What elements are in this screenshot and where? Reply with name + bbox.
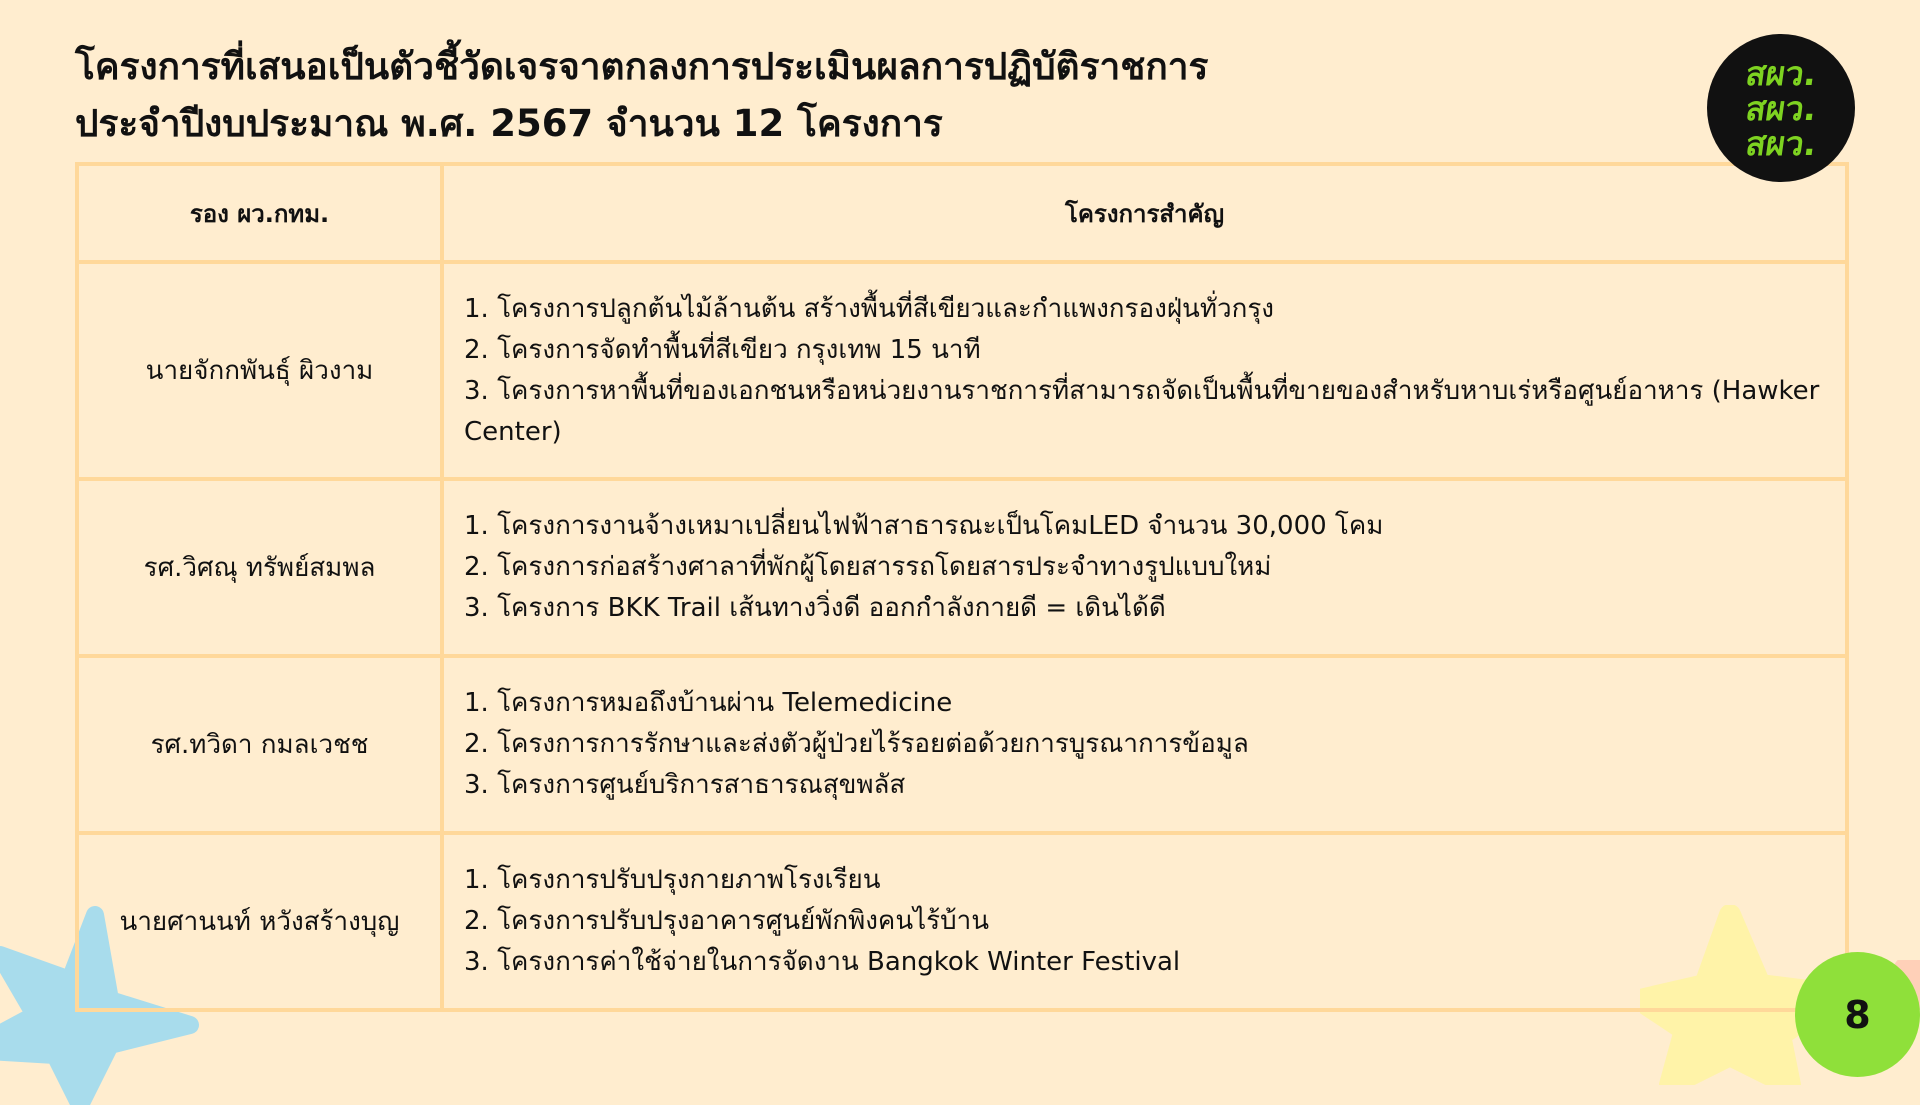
- slide-title-line-1: โครงการที่เสนอเป็นตัวชี้วัดเจรจาตกลงการประเมินผลการปฏิบัติราชการ: [75, 45, 1209, 88]
- project-item: 3. โครงการศูนย์บริการสาธารณสุขพลัส: [464, 770, 906, 800]
- project-list: [442, 479, 1847, 656]
- project-item: 1. โครงการงานจ้างเหมาเปลี่ยนไฟฟ้าสาธารณะเป็นโคมLED จำนวน 30,000 โคม: [464, 511, 1384, 541]
- logo-badge: [1707, 34, 1855, 182]
- deputy-name: นายจักกพันธุ์ ผิวงาม: [77, 262, 442, 479]
- project-list: [442, 656, 1847, 833]
- project-list: [442, 833, 1847, 1010]
- page-number: 8: [1844, 992, 1871, 1037]
- deputy-name: นายศานนท์ หวังสร้างบุญ: [77, 833, 442, 1010]
- table-row: [77, 656, 1847, 833]
- slide-title: [75, 38, 1635, 152]
- project-item: 2. โครงการก่อสร้างศาลาที่พักผู้โดยสารรถโดยสารประจำทางรูปแบบใหม่: [464, 552, 1272, 582]
- page-number-badge: [1795, 952, 1920, 1077]
- table-row: [77, 479, 1847, 656]
- table-row: [77, 262, 1847, 479]
- table-header-row: [77, 164, 1847, 262]
- header-deputy: รอง ผว.กทม.: [77, 164, 442, 262]
- project-item: 3. โครงการ BKK Trail เส้นทางวิ่งดี ออกกำลังกายดี = เดินได้ดี: [464, 593, 1166, 623]
- header-projects: โครงการสำคัญ: [442, 164, 1847, 262]
- logo-text-line-1: สผว.: [1742, 53, 1820, 93]
- project-item: 1. โครงการปรับปรุงกายภาพโรงเรียน: [464, 865, 881, 895]
- project-item: 2. โครงการการรักษาและส่งตัวผู้ป่วยไร้รอยต่อด้วยการบูรณาการข้อมูล: [464, 729, 1249, 759]
- project-item: 2. โครงการปรับปรุงอาคารศูนย์พักพิงคนไร้บ้าน: [464, 906, 990, 936]
- project-item: 3. โครงการหาพื้นที่ของเอกชนหรือหน่วยงานราชการที่สามารถจัดเป็นพื้นที่ขายของสำหรับหาบเร่หรือศูนย์อาหาร (Hawker Center): [464, 375, 1820, 447]
- project-item: 3. โครงการค่าใช้จ่ายในการจัดงาน Bangkok Winter Festival: [464, 947, 1181, 977]
- project-item: 2. โครงการจัดทำพื้นที่สีเขียว กรุงเทพ 15 นาที: [464, 334, 981, 365]
- project-list: [442, 262, 1847, 479]
- logo-text-line-2: สผว.: [1742, 88, 1820, 128]
- logo-text-line-3: สผว.: [1742, 123, 1820, 163]
- slide-title-line-2: ประจำปีงบประมาณ พ.ศ. 2567 จำนวน 12 โครงการ: [75, 102, 943, 145]
- projects-table: [75, 162, 1849, 1012]
- project-item: 1. โครงการปลูกต้นไม้ล้านต้น สร้างพื้นที่สีเขียวและกำแพงกรองฝุ่นทั่วกรุง: [464, 293, 1274, 324]
- project-item: 1. โครงการหมอถึงบ้านผ่าน Telemedicine: [464, 688, 953, 718]
- table-row: [77, 833, 1847, 1010]
- deputy-name: รศ.ทวิดา กมลเวชช: [77, 656, 442, 833]
- deputy-name: รศ.วิศณุ ทรัพย์สมพล: [77, 479, 442, 656]
